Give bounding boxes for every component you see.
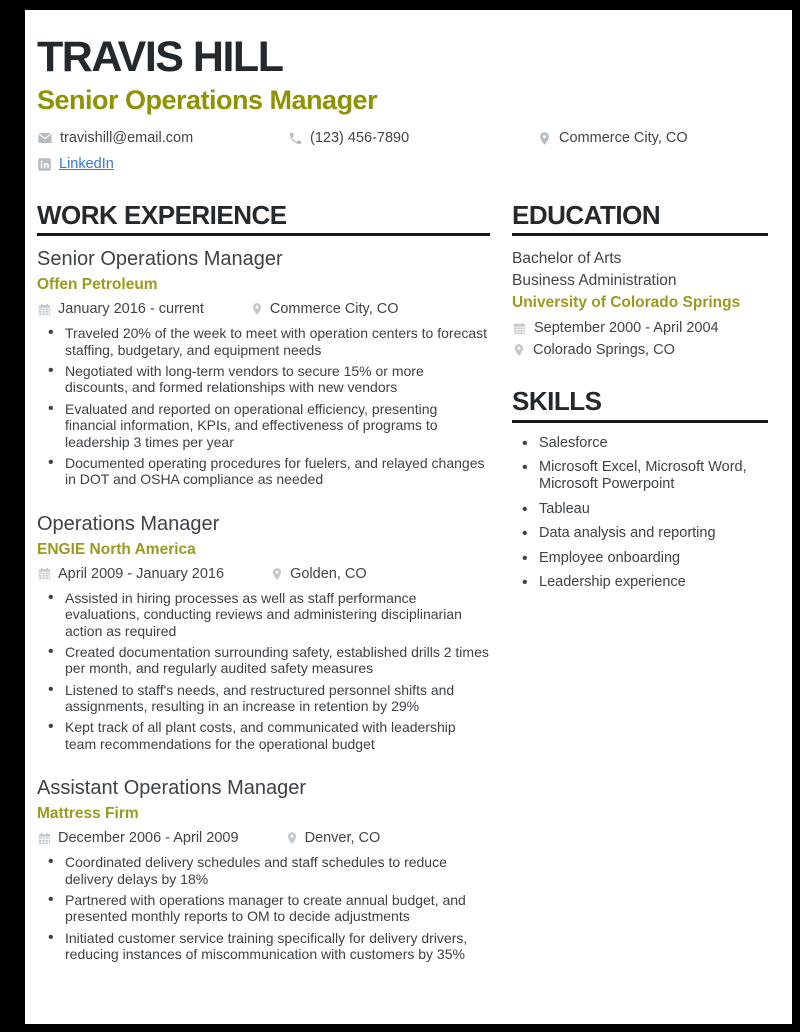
pin-icon [537,131,552,146]
contact-email [37,130,288,146]
linkedin-row [37,156,768,172]
job-dates-text: December 2006 - April 2009 [58,830,239,847]
education-degree: Bachelor of Arts [512,250,622,268]
pin-icon [285,831,299,845]
job-bullet: • Coordinated delivery schedules and staff schedules to reduce delivery delays by 18% [37,854,490,887]
job-dates [37,566,224,582]
job-dates [37,830,239,846]
pin-icon [270,567,284,581]
skills-section [512,388,768,591]
skill-item: • Data analysis and reporting [512,525,768,542]
job-location-text: Denver, CO [304,830,381,847]
linkedin-icon [37,157,52,172]
contact-phone-text: (123) 456-7890 [310,130,410,146]
job-location [250,301,399,317]
job-bullet-list [37,854,490,962]
job-meta-row [37,301,490,317]
columns [37,202,768,967]
job-entry [37,248,490,487]
job-bullet: • Assisted in hiring processes as well as staff performance evaluations, conducting reviews and administering disciplinarian action as required [37,590,490,639]
skill-item: • Microsoft Excel, Microsoft Word, Microsoft Powerpoint [512,459,768,494]
skill-item: • Leadership experience [512,574,768,591]
education-field: Business Administration [512,272,677,290]
job-bullet: • Listened to staff's needs, and restructured personnel shifts and assignments, resulting in an increase in retention by 29% [37,682,490,715]
job-location-text: Commerce City, CO [269,301,399,318]
job-location [270,566,367,582]
company-name: Offen Petroleum [37,276,158,294]
contact-email-text: travishill@email.com [60,130,194,146]
resume-page [25,10,792,1024]
phone-icon [288,131,303,146]
contact-location-text: Commerce City, CO [559,130,688,146]
job-dates [37,301,204,317]
skill-item: • Tableau [512,501,768,518]
resume-header [37,33,768,172]
calendar-icon [37,566,52,581]
calendar-icon [37,302,52,317]
right-column [512,202,768,967]
headline-title: Senior Operations Manager [37,85,378,115]
job-title: Assistant Operations Manager [37,777,307,800]
company-name: ENGIE North America [37,540,196,558]
job-bullet-list [37,325,490,487]
job-dates-text: January 2016 - current [58,301,204,318]
skills-heading: SKILLS [512,388,768,422]
education-heading: EDUCATION [512,202,768,236]
education-dates [512,320,768,336]
job-meta-row [37,830,490,846]
company-name: Mattress Firm [37,805,139,823]
education-location [512,342,768,358]
education-location-text: Colorado Springs, CO [533,342,675,359]
job-bullet: • Kept track of all plant costs, and communicated with leadership team recommendations for the operational budget [37,719,490,752]
pin-icon [250,302,264,316]
job-entry [37,513,490,752]
job-bullet: • Negotiated with long-term vendors to secure 15% or more discounts, and formed relationships with new vendors [37,363,490,396]
job-bullet: • Documented operating procedures for fuelers, and relayed changes in DOT and OSHA compliance as needed [37,455,490,488]
calendar-icon [37,831,52,846]
job-bullet: • Evaluated and reported on operational efficiency, presenting financial information, KPIs, and effectiveness of programs to leadership 3 times per year [37,401,490,450]
contact-row [37,130,768,146]
education-dates-text: September 2000 - April 2004 [534,320,719,337]
job-bullet: • Created documentation surrounding safety, established drills 2 times per month, and regularly audited safety measures [37,644,490,677]
linkedin-link[interactable]: LinkedIn [59,156,114,172]
job-title: Operations Manager [37,512,220,535]
work-experience-column [37,202,490,967]
person-name: TRAVIS HILL [37,33,283,81]
job-dates-text: April 2009 - January 2016 [58,565,225,582]
contact-phone [288,130,537,146]
job-bullet: • Partnered with operations manager to create annual budget, and presented monthly reports to OM to decide adjustments [37,892,490,925]
pin-icon [512,343,526,357]
education-school: University of Colorado Springs [512,294,741,312]
skill-item: • Employee onboarding [512,550,768,567]
envelope-icon [37,130,53,146]
job-location [285,830,381,846]
calendar-icon [512,321,527,336]
job-meta-row [37,566,490,582]
contact-location [537,130,688,146]
skill-item: • Salesforce [512,435,768,452]
job-bullet: • Traveled 20% of the week to meet with operation centers to forecast staffing, budgetary, and equipment needs [37,325,490,358]
education-section [512,202,768,358]
skills-list [512,435,768,592]
work-experience-heading: WORK EXPERIENCE [37,202,490,236]
job-bullet: • Initiated customer service training specifically for delivery drivers, reducing instances of miscommunication with customers by 35% [37,930,490,963]
job-entry [37,777,490,962]
job-bullet-list [37,590,490,752]
job-title: Senior Operations Manager [37,248,283,271]
job-location-text: Golden, CO [290,565,367,582]
contact-linkedin [37,156,114,172]
